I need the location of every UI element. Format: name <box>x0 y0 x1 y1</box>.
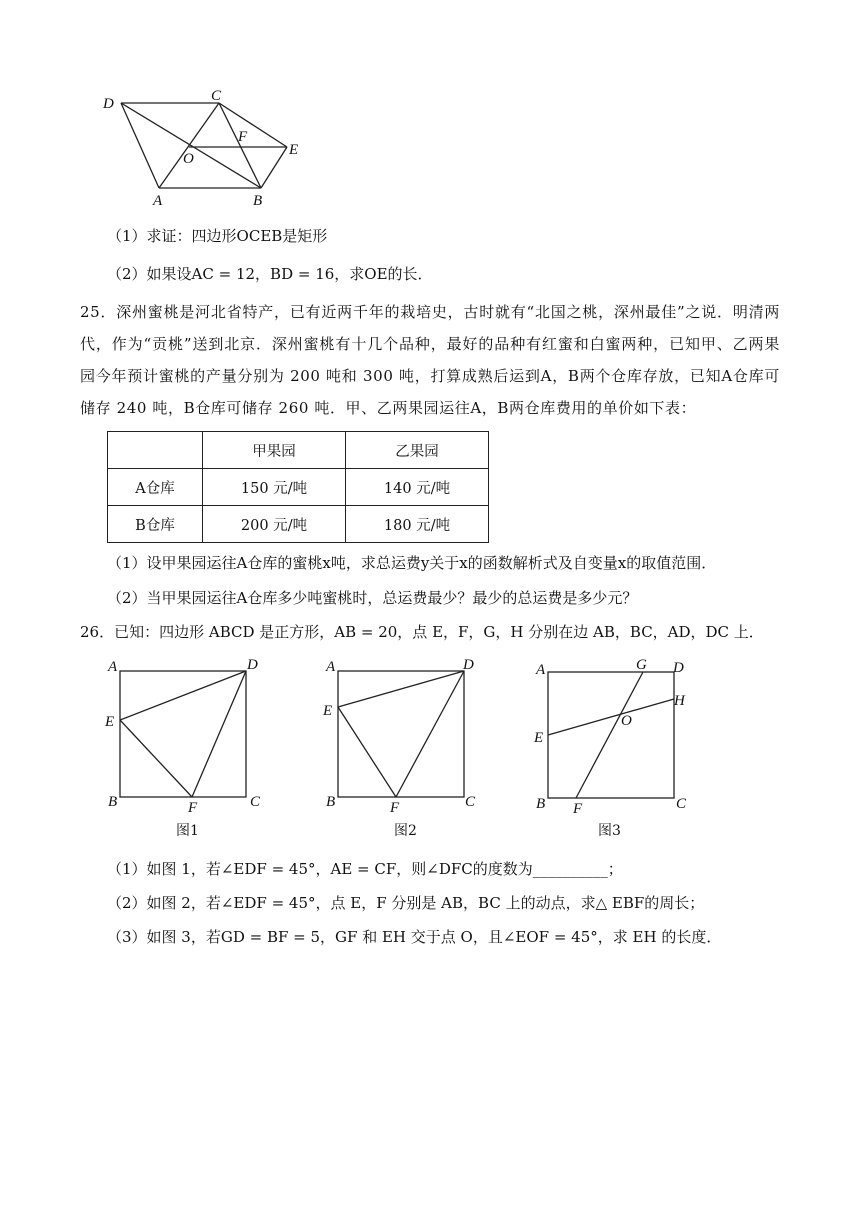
q24-label-c: C <box>211 88 222 104</box>
q25-part2: （2）当甲果园运往A仓库多少吨蜜桃时，总运费最少？最少的总运费是多少元？ <box>107 589 638 607</box>
table-header-cell <box>108 432 203 469</box>
table-row <box>108 432 489 469</box>
q24-figure <box>95 85 325 210</box>
fig3-label-d: D <box>673 660 684 676</box>
q25-cost-table <box>107 431 489 543</box>
fig3-label-f: F <box>573 801 583 815</box>
fig2-caption: 图2 <box>394 823 417 839</box>
fig3-label-g: G <box>636 657 647 673</box>
fig3-label-a: A <box>536 662 546 678</box>
fig1-label-a: A <box>108 659 118 675</box>
table-cell: A仓库 <box>108 469 203 506</box>
fig3-caption: 图3 <box>598 823 621 839</box>
fig1-caption: 图1 <box>176 823 199 839</box>
q26-part2: （2）如图 2，若∠EDF = 45°，点 E，F 分别是 AB，BC 上的动点，求△ EBF的周长； <box>107 894 705 912</box>
q26-part3: （3）如图 3，若GD = BF = 5，GF 和 EH 交于点 O，且∠EOF = 45°，求 EH 的长度． <box>107 928 722 946</box>
table-row <box>108 469 489 506</box>
fig2-label-c: C <box>465 794 476 810</box>
q24-label-d: D <box>103 96 114 112</box>
table-cell: 140 元/吨 <box>346 469 489 506</box>
table-cell: 150 元/吨 <box>203 469 346 506</box>
table-header-cell: 乙果园 <box>346 432 489 469</box>
fig1-label-b: B <box>108 794 118 810</box>
fig2-label-d: D <box>463 657 474 673</box>
fig1-label-f: F <box>188 800 198 815</box>
table-row <box>108 506 489 543</box>
q24-label-o: O <box>183 151 194 167</box>
table-cell: 200 元/吨 <box>203 506 346 543</box>
table-cell: 180 元/吨 <box>346 506 489 543</box>
fig3-label-c: C <box>676 796 687 812</box>
fig2-label-a: A <box>326 659 336 675</box>
q26-part1: （1）如图 1，若∠EDF = 45°，AE = CF，则∠DFC的度数为__________； <box>107 860 623 878</box>
fig3-label-h: H <box>674 693 685 709</box>
q26-figure-3 <box>530 655 700 815</box>
q25-text: 25．深州蜜桃是河北省特产，已有近两千年的栽培史，古时就有“北国之桃，深州最佳”之说．明清两代，作为“贡桃”送到北京．深州蜜桃有十几个品种，最好的品种有红蜜和白蜜两种，已知甲、乙两果园今年预计蜜桃的产量分别为 200 吨和 300 吨，打算成熟后运到A，B两个仓库存放，已知A仓库可储存 240 吨，B仓库可储存 260 吨．甲、乙两果园运往A，B两仓库费用的单价如下表： <box>80 303 780 417</box>
fig3-label-b: B <box>536 796 546 812</box>
fig1-label-c: C <box>250 794 261 810</box>
q24-part1: （1）求证：四边形OCEB是矩形 <box>107 227 328 245</box>
q24-label-a: A <box>153 193 163 209</box>
q26-figure-1 <box>100 655 265 815</box>
fig2-label-f: F <box>390 800 400 815</box>
q26-text: 26．已知：四边形 ABCD 是正方形，AB = 20，点 E，F，G，H 分别在边 AB，BC，AD，DC 上． <box>80 623 764 641</box>
q26-figure-2 <box>318 655 483 815</box>
q24-label-f: F <box>238 129 248 145</box>
q24-label-b: B <box>253 193 263 209</box>
q24-part2: （2）如果设AC = 12，BD = 16，求OE的长． <box>107 265 433 283</box>
q24-label-e: E <box>289 142 299 158</box>
fig1-label-d: D <box>247 657 258 673</box>
fig3-label-e: E <box>534 730 544 746</box>
table-cell: B仓库 <box>108 506 203 543</box>
q25-part1: （1）设甲果园运往A仓库的蜜桃x吨，求总运费y关于x的函数解析式及自变量x的取值范围． <box>107 554 717 572</box>
fig1-label-e: E <box>105 714 115 730</box>
fig3-label-o: O <box>621 713 632 729</box>
table-header-cell: 甲果园 <box>203 432 346 469</box>
fig2-label-e: E <box>323 703 333 719</box>
fig2-label-b: B <box>326 794 336 810</box>
